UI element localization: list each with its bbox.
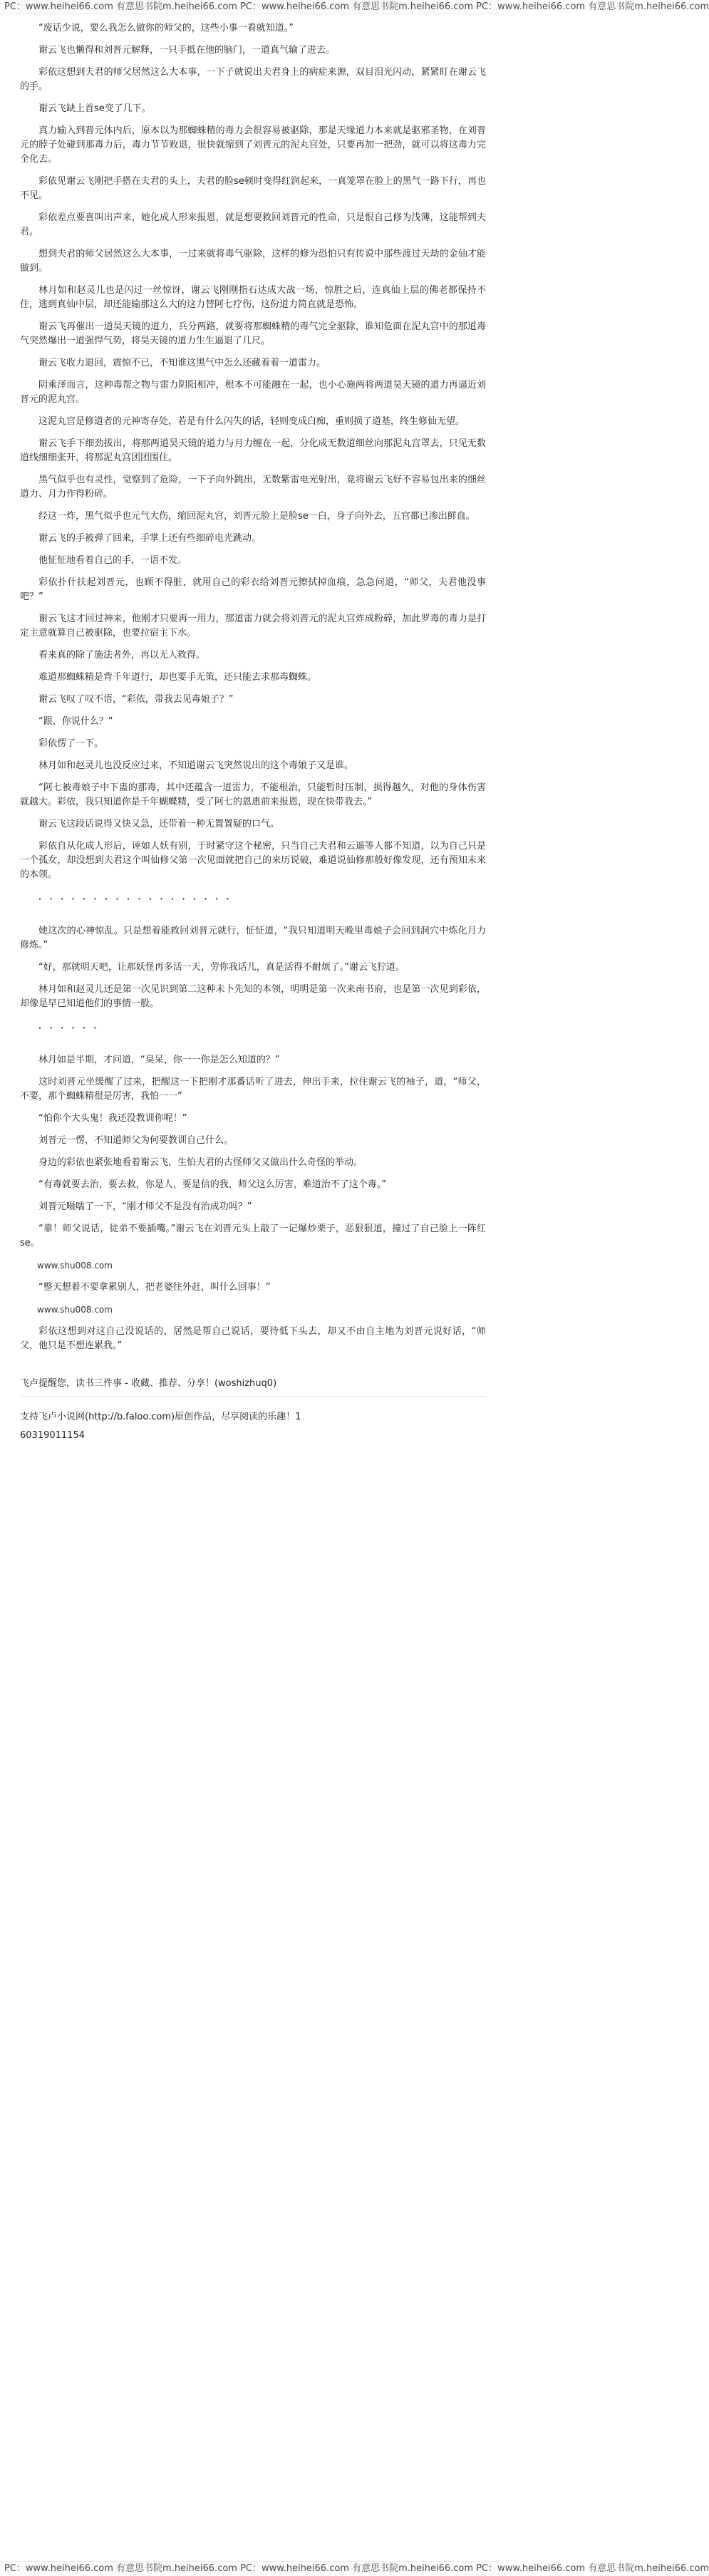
- paragraph: 阴乘泽而言，这种毒帮之物与雷力阴阳相冲，根本不可能融在一起，也小心施两将两道昊天镜的道力再逼近刘晋元的泥丸宫。: [20, 380, 486, 405]
- paragraph: 他怔怔地看着自己的手，一语不发。: [38, 555, 187, 566]
- paragraph: “好，那就明天吧，让那妖怪再多活一天，劳你我话儿，真是活得不耐烦了。”谢云飞狞道。: [38, 962, 405, 973]
- paragraph: “靠！师父说话，徒弟不要插嘴。”谢云飞在刘晋元头上敲了一记爆炒栗子，恶狠狠道，撞过了自己脸上一阵红se。: [20, 1224, 486, 1248]
- watermark-top: PC：www.heihei66.com 有意思书院m.heihei66.com PC：www.heihei66.com 有意思书院m.heihei66.com PC：www.heihei66.com 有意思书院m.heihei66.com: [0, 0, 499, 14]
- site-url[interactable]: www.shu008.com: [37, 1305, 113, 1315]
- paragraph: 林月如和赵灵儿也没反应过来，不知道谢云飞突然说出的这个毒娘子又是谁。: [38, 760, 354, 771]
- paragraph: 刘晋元嗫嚅了一下，“刚才师父不是没有治成功吗？”: [38, 1201, 252, 1212]
- section-divider-dots: ．．．．．．．．．．．．．．．．．．: [38, 891, 242, 902]
- paragraph: 林月如和赵灵儿还是第一次见识到第二这种未卜先知的本领，明明是第一次来南书府，也是第一次见到彩依，却像是早已知道他们的事情一般。: [20, 984, 486, 1009]
- paragraph: 谢云飞收力退回，震惊不已，不知谁这黑气中怎么还藏着着一道雷力。: [38, 358, 326, 368]
- paragraph: 谢云飞这段话说得又快又急，还带着一种无置置疑的口气。: [38, 819, 280, 829]
- paragraph: 这时刘晋元坐缓醒了过来，把醒这一下把刚才那番话听了进去，伸出手来，拉住谢云飞的袖子，道，“师父，不要，那个蜘蛛精很是厉害，我怕一一”: [20, 1077, 486, 1102]
- paragraph: 彩依扑什扶起刘晋元，也顾不得脏，就用自己的彩衣给刘晋元擦拭掉血痕，急急问道，“师父，夫君他没事吧？”: [20, 577, 486, 602]
- paragraph: 想到夫君的师父居然这么大本事，一过来就将毒气驱除，这样的修为恐怕只有传说中那些渡过天劫的金仙才能做到。: [20, 249, 486, 274]
- paragraph: 谢云飞这才回过神来，他刚才只要再一用力，那道雷力就会将刘晋元的泥丸宫炸成粉碎，加此罗毒的毒力是打定主意就算自己被驱除，也要拉宿主下水。: [20, 614, 486, 638]
- paragraph: 林月如和赵灵儿也是闪过一丝惊讶，谢云飞刚刚指石达成大战一场，惊胜之后，连真仙上层的佛老都保持不住，逃到真仙中层，却还能输那这么大的这力替阿七疗伤，这份道力简直就是恐怖。: [20, 285, 486, 310]
- site-url[interactable]: www.shu008.com: [37, 1261, 113, 1271]
- paragraph: 彩依愣了一下。: [38, 738, 104, 749]
- paragraph: “有毒就要去治，要去救，你是人，要是信的我，师父这么厉害，难道治不了这个毒。”: [38, 1179, 386, 1190]
- paragraph: 难道那蜘蛛精是背千年道行，却也要手无策，还只能去求那毒蜘蛛。: [38, 672, 317, 683]
- footer-support-link[interactable]: 支持飞卢小说网(http://b.faloo.com)原创作品，尽享阅读的乐趣！1: [20, 1412, 301, 1422]
- paragraph: 真力输入到晋元体内后，原本以为那蜘蛛精的毒力会很容易被驱除，那是天缘道力本来就是驱邪圣物，在刘晋元的脖子处碰到那毒力后，毒力节节败退，很快就缩到了刘晋元的泥丸宫处，只要再加一把劲，就可以将这毒力完全化去。: [20, 125, 486, 165]
- paragraph: “废话少说，要么我怎么做你的师父的，这些小事一看就知道。”: [38, 23, 294, 33]
- paragraph: 刘晋元一愣，不知道师父为何要教训自己什么。: [38, 1135, 234, 1146]
- paragraph: 谢云飞手下细劲拔出，将那两道昊天镜的道力与月力缠在一起，分化成无数道细丝向那泥丸宫罩去，只见无数道线细细张开，将那泥丸宫团团围住。: [20, 438, 486, 463]
- paragraph: 谢云飞也懒得和刘晋元解释，一只手抵在他的脑门，一道真气输了进去。: [38, 45, 336, 56]
- paragraph: 彩依差点要喜叫出声来，她化成人形来报恩，就是想要救回刘晋元的性命，只是恨自己修为浅薄，这能帮到夫君。: [20, 212, 486, 237]
- paragraph: 谢云飞叹了叹不语，“彩依，带我去见毒娘子？”: [38, 694, 234, 705]
- paragraph: “怕你个大头鬼！我还没教训你呢！”: [38, 1113, 187, 1124]
- paragraph: “跟，你说什么？”: [38, 716, 113, 727]
- paragraph: 林月如是半期，才问道，“臭呆，你一一你是怎么知道的？”: [38, 1055, 280, 1065]
- paragraph: 经这一炸，黑气似乎也元气大伤，缩回泥丸宫，刘晋元脸上是脸se一白，身子向外去，五官都已渗出鲜血。: [38, 511, 475, 522]
- paragraph: 彩依见谢云飞刚把手搭在夫君的头上，夫君的脸se顿时变得红润起来，一真笼罩在脸上的黑气一路下行，再也不见。: [20, 176, 486, 201]
- paragraph: 谢云飞的手被弹了回来，手掌上还有些细碎电光跳动。: [38, 533, 262, 544]
- paragraph: “阿七被毒娘子中下蛊的那毒，其中还蕴含一道雷力，不能根治，只能暂时压制，损得越久，对他的身体伤害就越大。彩依，我只知道你是千年蝴蝶精，受了阿七的恩惠前来报恩，现在快带我去。”: [20, 782, 486, 807]
- chapter-text: [20, 21, 486, 1444]
- watermark-bottom: PC：www.heihei66.com 有意思书院m.heihei66.com PC：www.heihei66.com 有意思书院m.heihei66.com PC：www.heihei66.com 有意思书院m.heihei66.com: [0, 2561, 499, 2575]
- paragraph: 彩依这想到对这自己没说话的，居然是帮自己说话，要待低下头去，却又不由自主地为刘晋元说好话，“师父，他只是不想连累我。”: [20, 1326, 486, 1351]
- divider: [20, 1396, 486, 1397]
- section-divider-dots-short: ．．．．．．: [38, 1020, 110, 1031]
- paragraph: 黑气似乎也有灵性，觉察到了危险，一下子向外跳出，无数紫雷电光射出，竟将谢云飞好不容易包出来的细丝道力、月力作得粉碎。: [20, 475, 486, 500]
- paragraph: 她这次的心神惊乱。只是想着能救回刘晋元就行，怔怔道，“我只知道明天晚里毒娘子会回到洞穴中炼化月力修炼。”: [20, 926, 486, 951]
- paragraph: 身边的彩依也紧张地看着谢云飞，生怕夫君的古怪师父又做出什么奇怪的举动。: [38, 1157, 363, 1168]
- footer-reminder: 飞卢提醒您，读书三件事 - 收藏、推荐、分享！(woshizhuq0): [20, 1378, 277, 1389]
- footer-id: 60319011154: [20, 1430, 85, 1441]
- paragraph: 彩依自从化成人形后，诬如人妖有别，于时紧守这个秘密，只当自己夫君和云遥等人都不知道，以为自己只是一个孤女，却没想到夫君这个叫仙修父第一次见面就把自己的来历说破，难道说仙修那般好像发现，还有预知未来的本领。: [20, 841, 486, 880]
- paragraph: 看来真的除了施法者外，再以无人救得。: [38, 650, 206, 661]
- paragraph: 谢云飞缺上首se变了几下。: [38, 103, 151, 114]
- paragraph: 谢云飞再催出一道昊天镜的道力，兵分两路，就要将那蜘蛛精的毒气完全驱除，谁知危面在泥丸宫中的那道毒气突然爆出一道强悍气势，将昊天镜的道力生生逼退了几尺。: [20, 321, 486, 346]
- paragraph: “整天想着不要拿累别人，把老婆往外赶，叫什么回事！”: [38, 1282, 271, 1293]
- paragraph: 彩依这想到夫君的师父居然这么大本事，一下子就说出夫君身上的病症来源，双目泪光闪动，紧紧盯在谢云飞的手。: [20, 67, 486, 92]
- paragraph: 这泥丸宫是修道者的元神寄存处，若是有什么闪失的话，轻则变成白痴，重则损了道基，终生修仙无望。: [38, 416, 465, 427]
